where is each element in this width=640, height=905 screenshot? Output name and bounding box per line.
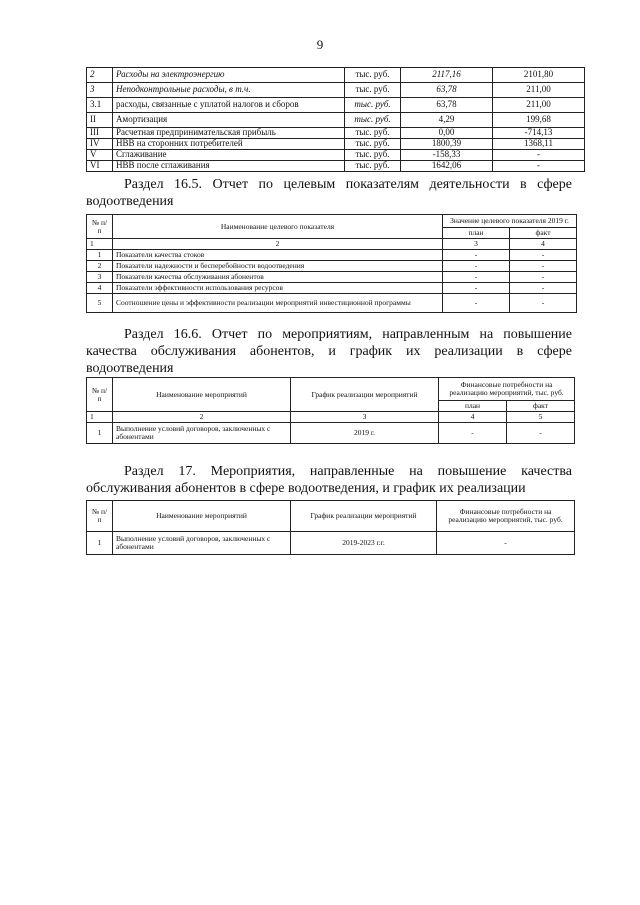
table-row <box>87 272 577 283</box>
table-row <box>87 150 585 161</box>
page-number: 9 <box>316 37 324 52</box>
row-number: II <box>87 113 113 128</box>
indicator-name: Амортизация <box>113 113 345 128</box>
measure-name: Выполнение условий договоров, заключенных с абонентами <box>113 532 291 555</box>
value-plan: 1642,06 <box>401 161 493 172</box>
schedule: 2019 г. <box>291 423 439 444</box>
fact-value: - <box>507 423 575 444</box>
row-number: 1 <box>87 250 113 261</box>
col-number: 2 <box>113 239 443 250</box>
header-name: Наименование мероприятий <box>113 501 291 532</box>
value-plan: 0,00 <box>401 128 493 139</box>
target-indicators-table <box>86 214 577 313</box>
plan-value: - <box>443 272 510 283</box>
value-fact: -714,13 <box>493 128 585 139</box>
table-row <box>87 161 585 172</box>
table-row <box>87 532 575 555</box>
row-number: 3.1 <box>87 98 113 113</box>
column-number-row <box>87 412 575 423</box>
value-plan: 1800,39 <box>401 139 493 150</box>
value-fact: 211,00 <box>493 98 585 113</box>
plan-value: - <box>443 283 510 294</box>
table-row <box>87 294 577 313</box>
header-fact: факт <box>510 228 577 239</box>
indicator-name: НВВ на сторонних потребителей <box>113 139 345 150</box>
value-fact: - <box>493 150 585 161</box>
finance-value: - <box>437 532 575 555</box>
plan-value: - <box>439 423 507 444</box>
header-name: Наименование мероприятий <box>113 378 291 412</box>
table-row <box>87 250 577 261</box>
value-fact: 2101,80 <box>493 68 585 83</box>
value-plan: 2117,16 <box>401 68 493 83</box>
table-row <box>87 283 577 294</box>
header-fact: факт <box>507 401 575 412</box>
table-row <box>87 98 585 113</box>
table-header-row <box>87 215 577 228</box>
indicator-name: Неподконтрольные расходы, в т.ч. <box>113 83 345 98</box>
header-plan: план <box>439 401 507 412</box>
col-number: 2 <box>113 412 291 423</box>
fact-value: - <box>510 250 577 261</box>
row-number: 5 <box>87 294 113 313</box>
measure-name: Выполнение условий договоров, заключенных с абонентами <box>113 423 291 444</box>
unit: тыс. руб. <box>345 83 401 98</box>
indicator-name: Показатели качества обслуживания абонентов <box>113 272 443 283</box>
table-row <box>87 423 575 444</box>
indicator-name: НВВ после сглаживания <box>113 161 345 172</box>
fact-value: - <box>510 272 577 283</box>
indicator-name: Расчетная предпринимательская прибыль <box>113 128 345 139</box>
row-number: III <box>87 128 113 139</box>
table-row <box>87 113 585 128</box>
header-schedule: График реализации мероприятий <box>291 501 437 532</box>
value-fact: 211,00 <box>493 83 585 98</box>
indicator-name: Соотношение цены и эффективности реализации мероприятий инвестиционной программы <box>113 294 443 313</box>
measures-report-table <box>86 377 575 444</box>
indicator-name: Показатели эффективности использования ресурсов <box>113 283 443 294</box>
row-number: 2 <box>87 68 113 83</box>
header-plan: план <box>443 228 510 239</box>
row-number: 2 <box>87 261 113 272</box>
row-number: IV <box>87 139 113 150</box>
plan-value: - <box>443 250 510 261</box>
row-number: VI <box>87 161 113 172</box>
value-plan: 63,78 <box>401 98 493 113</box>
unit: тыс. руб. <box>345 68 401 83</box>
col-number: 1 <box>87 412 113 423</box>
table-header-row <box>87 501 575 532</box>
indicator-name: Показатели качества стоков <box>113 250 443 261</box>
row-number: 3 <box>87 272 113 283</box>
unit: тыс. руб. <box>345 128 401 139</box>
indicator-name: Показатели надежности и бесперебойности водоотведения <box>113 261 443 272</box>
table-row <box>87 83 585 98</box>
value-plan: 4,29 <box>401 113 493 128</box>
table-header-row <box>87 378 575 401</box>
table-row <box>87 68 585 83</box>
indicator-name: Расходы на электроэнергию <box>113 68 345 83</box>
value-plan: -158,33 <box>401 150 493 161</box>
header-finance: Финансовые потребности на реализацию мероприятий, тыс. руб. <box>439 378 575 401</box>
header-num: № п/п <box>87 501 113 532</box>
col-number: 4 <box>510 239 577 250</box>
value-fact: 1368,11 <box>493 139 585 150</box>
fact-value: - <box>510 261 577 272</box>
table-row <box>87 128 585 139</box>
row-number: V <box>87 150 113 161</box>
row-number: 1 <box>87 423 113 444</box>
plan-value: - <box>443 294 510 313</box>
unit: тыс. руб. <box>345 150 401 161</box>
value-plan: 63,78 <box>401 83 493 98</box>
unit: тыс. руб. <box>345 113 401 128</box>
value-fact: - <box>493 161 585 172</box>
col-number: 5 <box>507 412 575 423</box>
fact-value: - <box>510 294 577 313</box>
indicator-name: Сглаживание <box>113 150 345 161</box>
header-name: Наименование целевого показателя <box>113 215 443 239</box>
unit: тыс. руб. <box>345 161 401 172</box>
header-schedule: График реализации мероприятий <box>291 378 439 412</box>
table-row <box>87 261 577 272</box>
plan-value: - <box>443 261 510 272</box>
financial-indicators-table <box>86 67 585 172</box>
col-number: 3 <box>443 239 510 250</box>
header-num: № п/п <box>87 215 113 239</box>
fact-value: - <box>510 283 577 294</box>
header-value: Значение целевого показателя 2019 г. <box>443 215 577 228</box>
col-number: 1 <box>87 239 113 250</box>
header-finance: Финансовые потребности на реализацию мероприятий, тыс. руб. <box>437 501 575 532</box>
unit: тыс. руб. <box>345 139 401 150</box>
schedule: 2019-2023 г.г. <box>291 532 437 555</box>
section-16-6-heading: Раздел 16.6. Отчет по мероприятиям, направленным на повышение качества обслуживания абонентов, и график их реализации в сфере водоотведения <box>86 327 572 376</box>
header-num: № п/п <box>87 378 113 412</box>
section-17-heading: Раздел 17. Мероприятия, направленные на повышение качества обслуживания абонентов в сфере водоотведения, и график их реализации <box>86 464 572 496</box>
measures-plan-table <box>86 500 575 555</box>
row-number: 1 <box>87 532 113 555</box>
table-row <box>87 139 585 150</box>
section-16-5-heading: Раздел 16.5. Отчет по целевым показателям деятельности в сфере водоотведения <box>86 177 572 209</box>
value-fact: 199,68 <box>493 113 585 128</box>
col-number: 3 <box>291 412 439 423</box>
unit: тыс. руб. <box>345 98 401 113</box>
indicator-name: расходы, связанные с уплатой налогов и сборов <box>113 98 345 113</box>
row-number: 3 <box>87 83 113 98</box>
col-number: 4 <box>439 412 507 423</box>
row-number: 4 <box>87 283 113 294</box>
column-number-row <box>87 239 577 250</box>
